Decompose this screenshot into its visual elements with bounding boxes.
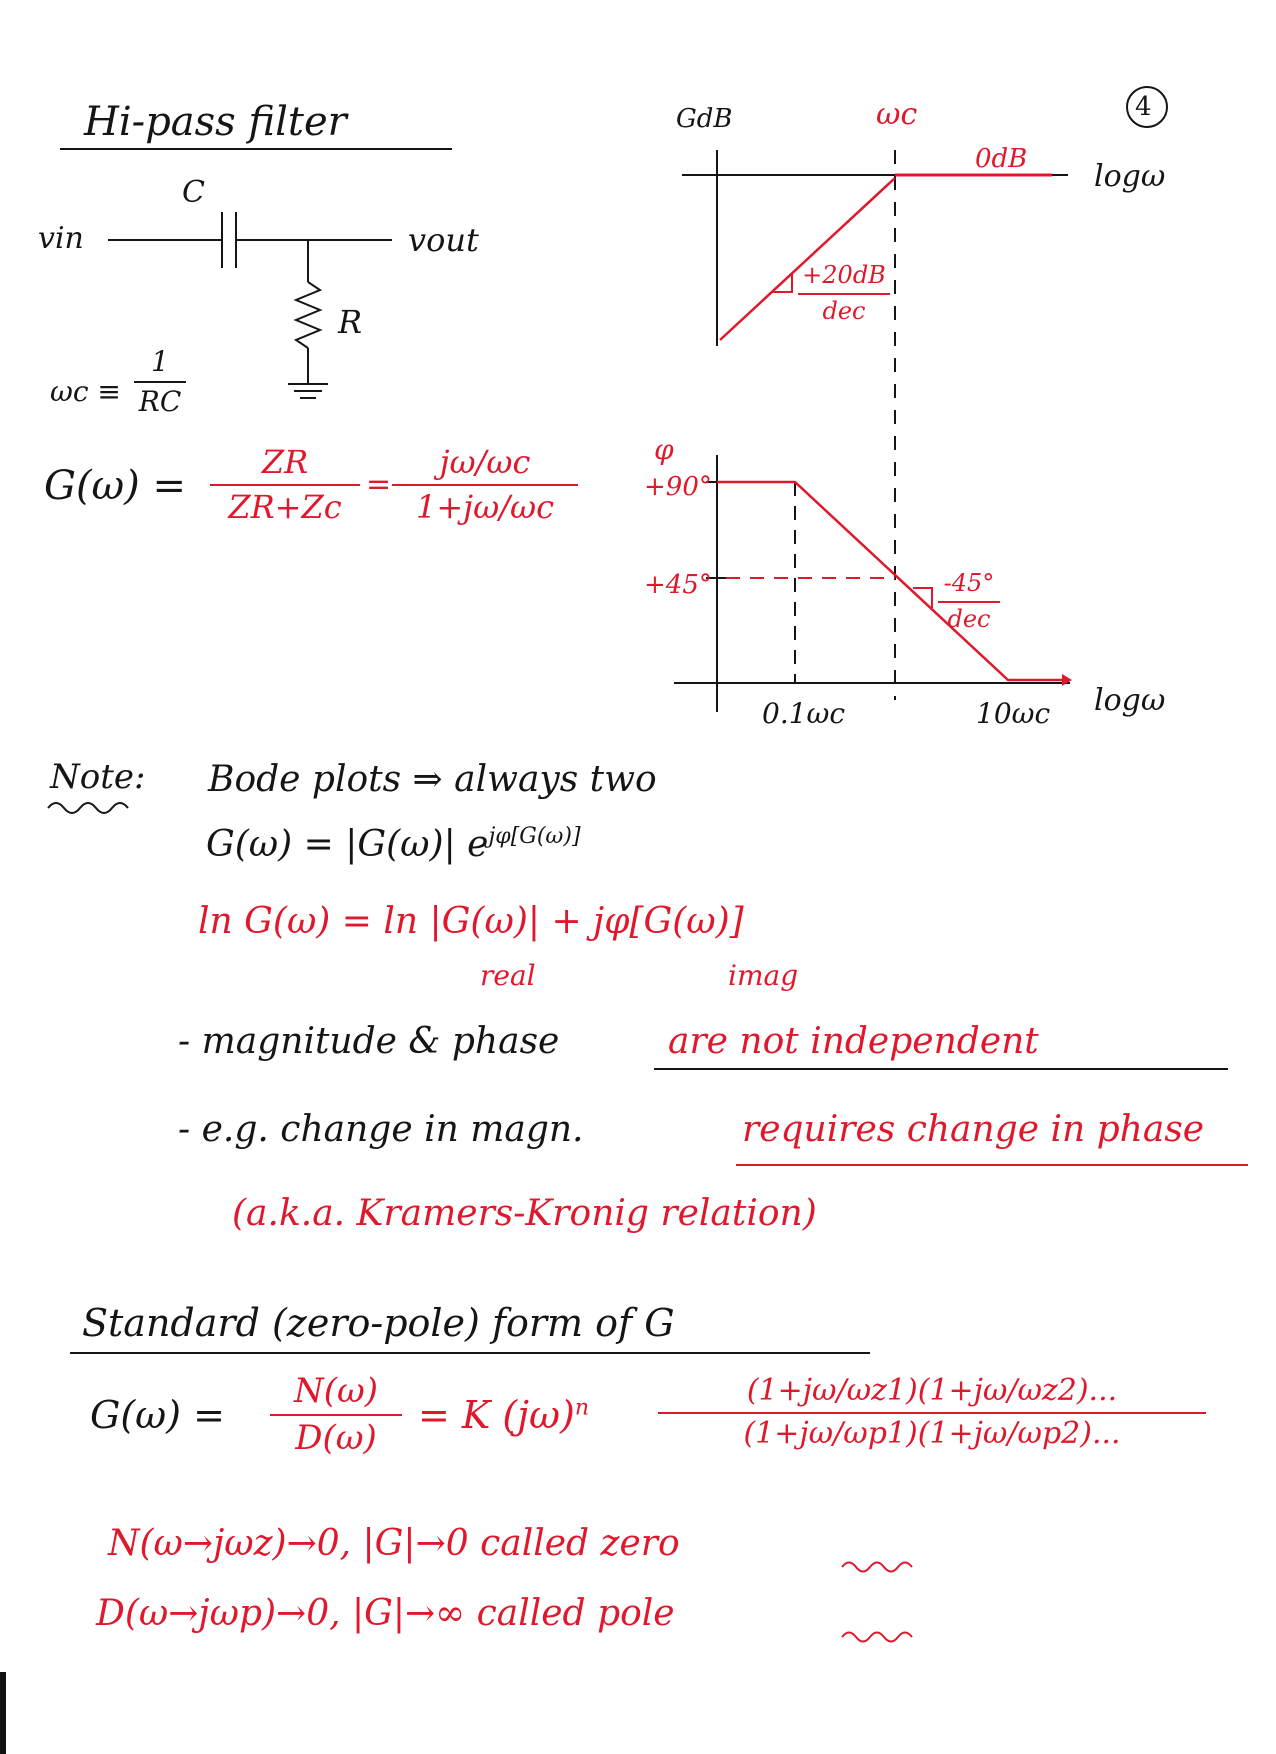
gain-slope-den: dec	[822, 296, 866, 325]
standard-f1-den: D(ω)	[295, 1418, 377, 1459]
cutoff-lhs: ωc ≡	[50, 375, 121, 408]
phase-slope-label	[938, 570, 1000, 633]
phase-slope-den: dec	[947, 604, 991, 633]
standard-mid-base: = K (jω)	[418, 1393, 575, 1437]
bullet-1-b: are not independent	[668, 1021, 1039, 1062]
standard-f1-num: N(ω)	[293, 1371, 378, 1411]
bullet-1-a: - magnitude & phase	[178, 1021, 560, 1062]
note-line-1: Bode plots ⇒ always two	[208, 759, 657, 800]
standard-f2-den: (1+jω/ωp1)(1+jω/ωp2)...	[743, 1415, 1121, 1451]
gain-slope-label	[798, 262, 890, 325]
phase-slope-num: -45°	[943, 569, 995, 597]
phase-ylabel: φ	[654, 433, 674, 466]
phase-xlabel: logω	[1094, 683, 1166, 718]
resistor	[296, 282, 320, 348]
note-real-label: real	[480, 959, 536, 992]
transfer-f1-num: ZR	[261, 443, 309, 481]
bullet-2-b: requires change in phase	[742, 1109, 1205, 1150]
section-title-standard-form: Standard (zero-pole) form of G	[82, 1301, 675, 1345]
phase-plot	[674, 455, 1072, 712]
gain-slope-num: +20dB	[802, 261, 886, 289]
section-2-underline	[70, 1352, 870, 1354]
note-line-2-base: G(ω) = |G(ω)| e	[206, 824, 489, 865]
zero-line	[108, 1523, 680, 1564]
phase-tick-90: +90°	[644, 472, 712, 502]
gain-ylabel: GdB	[676, 104, 733, 134]
transfer-f1-den: ZR+Zc	[228, 487, 342, 526]
standard-fraction-2	[658, 1374, 1206, 1451]
gain-xlabel: logω	[1094, 159, 1166, 194]
standard-mid-exp: n	[574, 1395, 589, 1421]
title-underline	[60, 148, 452, 150]
transfer-f2-den: 1+jω/ωc	[416, 487, 554, 526]
bullet-2-c: (a.k.a. Kramers-Kronig relation)	[232, 1193, 817, 1234]
cutoff-num: 1	[151, 345, 169, 378]
phase-curve	[717, 482, 1062, 680]
resistor-label: R	[338, 303, 363, 341]
note-squiggle	[48, 803, 128, 813]
note-label: Note:	[50, 757, 146, 797]
scan-edge-mark	[0, 1672, 6, 1754]
standard-lhs: G(ω) =	[90, 1393, 225, 1437]
transfer-fraction-1	[210, 444, 360, 526]
note-line-3: ln G(ω) = ln |G(ω)| + jφ[G(ω)]	[198, 901, 744, 942]
phase-xtick-low: 0.1ωc	[762, 697, 846, 730]
capacitor-label: C	[182, 175, 205, 210]
vin-label: vin	[38, 221, 84, 256]
vout-label: vout	[408, 221, 479, 259]
gain-plot	[682, 150, 1068, 700]
bullet-2-underline	[736, 1164, 1248, 1166]
zero-squiggle	[842, 1563, 912, 1572]
gain-wc-marker: ωc	[876, 97, 918, 132]
transfer-f2-num: jω/ωc	[439, 443, 531, 481]
zero-line-text: N(ω→jωz)→0, |G|→0 called	[108, 1523, 590, 1564]
transfer-eq: =	[366, 467, 392, 502]
note-imag-label: imag	[728, 959, 799, 992]
pole-squiggle	[842, 1633, 912, 1642]
note-line-2-exp: jφ[G(ω)]	[488, 824, 581, 849]
note-line-2	[206, 826, 581, 863]
bullet-2-a: - e.g. change in magn.	[178, 1109, 584, 1150]
cutoff-den: RC	[138, 385, 182, 419]
phase-tick-45: +45°	[644, 570, 712, 600]
standard-f2-num: (1+jω/ωz1)(1+jω/ωz2)...	[746, 1373, 1118, 1408]
standard-fraction-1	[270, 1372, 402, 1458]
phase-arrow	[1062, 674, 1072, 686]
gain-0db-label: 0dB	[975, 144, 1028, 174]
pole-word: pole	[597, 1593, 675, 1634]
bullet-1-underline	[654, 1068, 1228, 1070]
page-number: 4	[1135, 92, 1152, 122]
pole-line-text: D(ω→jωp)→0, |G|→∞ called	[96, 1593, 586, 1634]
pole-line	[96, 1593, 675, 1634]
section-title-hi-pass: Hi-pass filter	[84, 99, 347, 145]
cutoff-fraction	[134, 346, 186, 418]
transfer-fraction-2	[392, 444, 578, 526]
phase-xtick-high: 10ωc	[976, 697, 1051, 730]
zero-word: zero	[600, 1523, 680, 1564]
standard-mid	[418, 1393, 589, 1437]
transfer-lhs: G(ω) =	[44, 463, 187, 509]
